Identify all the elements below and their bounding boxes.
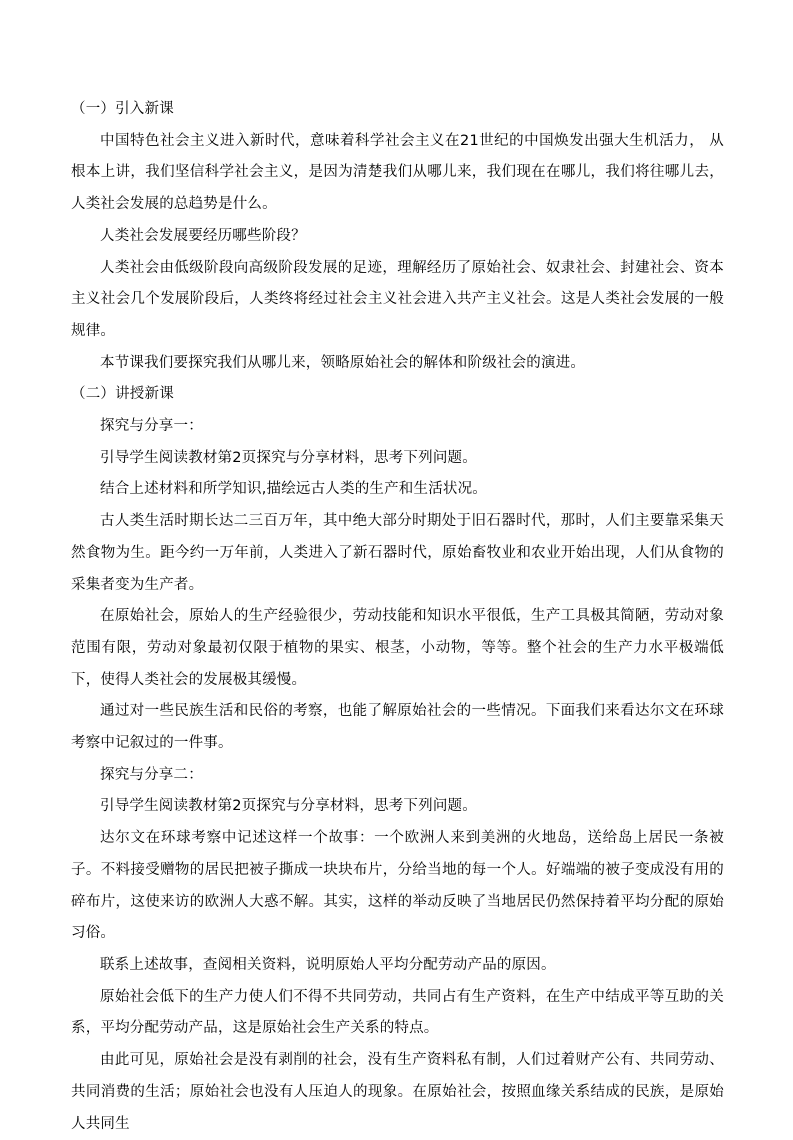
paragraph-darwin-story: 达尔文在环球考察中记述这样一个故事：一个欧洲人来到美洲的火地岛，送给岛上居民一条被子。不料接受赠物的居民把被子撕成一块块布片，分给当地的每一个人。好端端的被子变成没有用的碎布片，这使来访的欧洲人大惑不解。其实，这样的举动反映了当地居民仍然保持着平均分配的原始习俗。 xyxy=(71,830,724,942)
paragraph-lesson-goal: 本节课我们要探究我们从哪儿来，领略原始社会的解体和阶级社会的演进。 xyxy=(100,354,586,371)
paragraph-intro: 中国特色社会主义进入新时代，意味着科学社会主义在21世纪的中国焕发出强大生机活力， 从根本上讲，我们坚信科学社会主义，是因为清楚我们从哪儿来，我们现在在哪儿，我们将往哪儿去，人类社会发展的总趋势是什么。 xyxy=(71,132,724,213)
paragraph-ancient-humans: 古人类生活时期长达二三百万年，其中绝大部分时期处于旧石器时代，那时，人们主要靠采集天然食物为生。距今约一万年前，人类进入了新石器时代，原始畜牧业和农业开始出现，人们从食物的采集者变为生产者。 xyxy=(71,513,724,593)
paragraph-explore-share-two: 探究与分享二： xyxy=(100,766,203,783)
section-heading-introduce-new-lesson: （一）引入新课 xyxy=(71,101,174,117)
paragraph-explore-share-one: 探究与分享一： xyxy=(100,418,203,435)
paragraph-task-describe: 结合上述材料和所学知识,描绘远古人类的生产和生活状况。 xyxy=(100,481,488,498)
paragraph-task-explain: 联系上述故事，查阅相关资料，说明原始人平均分配劳动产品的原因。 xyxy=(100,956,556,973)
section-heading-teach-new-lesson: （二）讲授新课 xyxy=(71,386,174,403)
paragraph-production-relations: 原始社会低下的生产力使人们不得不共同劳动，共同占有生产资料，在生产中结成平等互助的关系，平均分配劳动产品，这是原始社会生产关系的特点。 xyxy=(71,988,724,1037)
paragraph-question-stages: 人类社会发展要经历哪些阶段？ xyxy=(100,227,306,244)
document-body xyxy=(71,94,724,1140)
paragraph-primitive-productivity: 在原始社会，原始人的生产经验很少，劳动技能和知识水平很低，生产工具极其简陋，劳动对象范围有限，劳动对象最初仅限于植物的果实、根茎，小动物，等等。整个社会的生产力水平极端低下，使得人类社会的发展极其缓慢。 xyxy=(71,608,724,688)
paragraph-guide-reading-one: 引导学生阅读教材第2页探究与分享材料，思考下列问题。 xyxy=(100,449,477,466)
paragraph-ethnic-customs: 通过对一些民族生活和民俗的考察，也能了解原始社会的一些情况。下面我们来看达尔文在环球考察中记叙过的一件事。 xyxy=(71,703,724,752)
paragraph-stages-answer: 人类社会由低级阶段向高级阶段发展的足迹，理解经历了原始社会、奴隶社会、封建社会、资本主义社会几个发展阶段后，人类终将经过社会主义社会进入共产主义社会。这是人类社会发展的一般规律。 xyxy=(71,259,724,339)
paragraph-guide-reading-two: 引导学生阅读教材第2页探究与分享材料，思考下列问题。 xyxy=(100,798,477,815)
paragraph-conclusion: 由此可见，原始社会是没有剥削的社会，没有生产资料私有制，人们过着财产公有、共同劳动、共同消费的生活；原始社会也没有人压迫人的现象。在原始社会，按照血缘关系结成的民族，是原始人共同生 xyxy=(71,1052,724,1132)
